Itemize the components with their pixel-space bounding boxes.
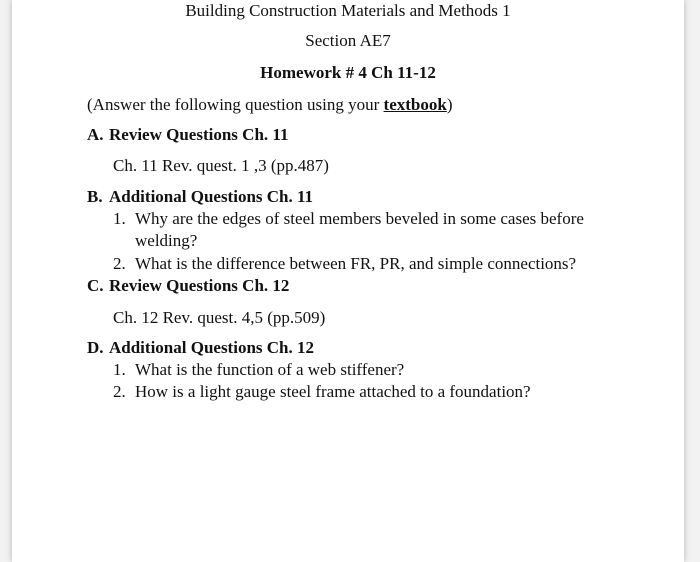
section-b-letter: B. <box>87 187 103 206</box>
list-item-text: What is the difference between FR, PR, and simple connections? <box>135 254 577 273</box>
section-b-heading <box>87 186 313 208</box>
list-item-text: What is the function of a web stiffener? <box>135 360 405 379</box>
homework-title: Homework # 4 Ch 11-12 <box>260 63 436 82</box>
list-item <box>113 359 404 381</box>
section-d-heading <box>87 337 314 359</box>
instruction-emphasis: textbook <box>383 95 447 114</box>
list-item <box>113 208 584 230</box>
list-item-number: 1. <box>113 360 126 379</box>
instruction-line <box>87 94 452 116</box>
section-a-title: Review Questions Ch. 11 <box>109 125 289 144</box>
section-d-letter: D. <box>87 338 104 357</box>
list-item <box>113 253 576 275</box>
list-item <box>113 381 531 403</box>
course-title: Building Construction Materials and Methods 1 <box>185 1 511 20</box>
section-c-title: Review Questions Ch. 12 <box>109 276 290 295</box>
section-a-text: Ch. 11 Rev. quest. 1 ,3 (pp.487) <box>113 156 329 175</box>
section-b-title: Additional Questions Ch. 11 <box>109 187 314 206</box>
list-item-number: 2. <box>113 382 126 401</box>
list-item-number: 1. <box>113 209 126 228</box>
list-item-continuation: welding? <box>135 231 198 250</box>
list-item-text: How is a light gauge steel frame attached to a foundation? <box>135 382 531 401</box>
section-a-heading <box>87 124 288 146</box>
section-d-title: Additional Questions Ch. 12 <box>109 338 314 357</box>
section-c-heading <box>87 275 289 297</box>
instruction-suffix: ) <box>446 95 453 114</box>
instruction-prefix: (Answer the following question using your <box>87 95 384 114</box>
list-item-text: Why are the edges of steel members beveled in some cases before <box>135 209 584 228</box>
section-label: Section AE7 <box>305 31 391 50</box>
list-item-number: 2. <box>113 254 126 273</box>
document-page <box>12 0 684 562</box>
section-c-letter: C. <box>87 276 104 295</box>
section-a-letter: A. <box>87 125 104 144</box>
section-c-text: Ch. 12 Rev. quest. 4,5 (pp.509) <box>113 308 326 327</box>
